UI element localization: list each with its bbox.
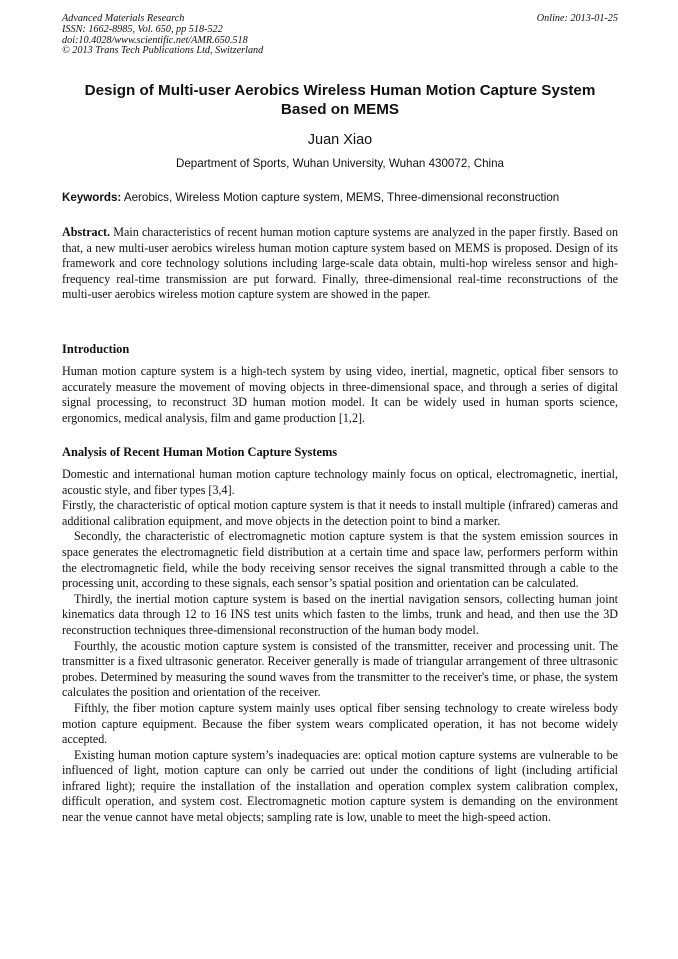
section-heading-introduction: Introduction (62, 342, 130, 356)
paper-title (62, 82, 618, 119)
keywords-label: Keywords: (62, 191, 122, 204)
doi-line: doi:10.4028/www.scientific.net/AMR.650.518 (62, 34, 248, 46)
analysis-paragraph: Secondly, the characteristic of electromagnetic motion capture system is that the system emission sources in space generates the electromagnetic field distribution at a certain time and space law, performers perform within the electromagnetic field, while the body receiving sensor receives the signal transmitted through a cable to the processing unit, according to these signals, each sensor’s spatial position and orientation can be calculated. (62, 529, 618, 591)
journal-name: Advanced Materials Research (62, 13, 185, 24)
analysis-paragraph: Fifthly, the fiber motion capture system mainly uses optical fiber sensing technology to create wireless body motion capture equipment. Because the fiber system wears complicated operation, it has not become widely accepted. (62, 700, 618, 747)
keywords (62, 191, 618, 204)
journal-header (62, 14, 618, 57)
abstract (62, 225, 618, 303)
issn-line: ISSN: 1662-8985, Vol. 650, pp 518-522 (62, 23, 223, 35)
abstract-label: Abstract. (62, 225, 111, 239)
analysis-paragraph: Thirdly, the inertial motion capture system is based on the inertial navigation sensors, collecting human joint kinematics data through 12 to 16 INS test units which fasten to the limbs, trunk and head, and then use the 3D reconstruction techniques three-dimensional reconstruction of the human body model. (62, 591, 618, 637)
author-name: Juan Xiao (307, 132, 373, 148)
author-affiliation: Department of Sports, Wuhan University, Wuhan 430072, China (175, 157, 505, 170)
analysis-paragraph: Firstly, the characteristic of optical motion capture system is that it needs to install multiple (infrared) cameras and additional calibration equipment, and move objects in the detection point to bind a marker. (62, 498, 618, 528)
analysis-section (62, 467, 618, 826)
intro-text: Human motion capture system is a high-tech system by using video, inertial, magnetic, optical fiber sensors to accurately measure the movement of moving objects in three-dimensional space, and through a series of digital signal processing, to reconstruct 3D human motion model. It can be widely used in human sports science, ergonomics, medical analysis, film and game production [1,2]. (62, 364, 618, 425)
abstract-text: Main characteristics of recent human motion capture systems are analyzed in the paper firstly. Based on that, a new multi-user aerobics wireless human motion capture system based on MEMS is proposed. Design of its framework and core technology solutions including large-scale data obtain, multi-hop wireless sensor and high-frequency real-time transmission are put forward. Finally, three-dimensional real-time reconstructions of the multi-user aerobics wireless motion capture system are showed in the paper. (62, 225, 618, 302)
analysis-paragraph: Domestic and international human motion capture technology mainly focus on optical, electromagnetic, inertial, acoustic style, and fiber types [3,4]. (62, 467, 618, 497)
title-line-2: Based on MEMS (280, 100, 400, 118)
online-date: Online: 2013-01-25 (536, 13, 618, 24)
analysis-paragraph: Fourthly, the acoustic motion capture system is consisted of the transmitter, receiver and processing unit. The transmitter is a fixed ultrasonic generator. Receiver generally is made of triangular arrangement of three ultrasonic probes. Determined by measuring the sound waves from the transmitter to the receiver's time, or phase, the system calculates the position and orientation of the receiver. (62, 638, 618, 700)
introduction-paragraph (62, 364, 618, 426)
copyright-line: © 2013 Trans Tech Publications Ltd, Switzerland (62, 45, 264, 57)
section-heading-analysis: Analysis of Recent Human Motion Capture Systems (62, 445, 338, 459)
title-line-1: Design of Multi-user Aerobics Wireless Human Motion Capture System (84, 82, 596, 99)
keywords-text: Aerobics, Wireless Motion capture system, MEMS, Three-dimensional reconstruction (121, 191, 560, 204)
analysis-paragraph: Existing human motion capture system’s inadequacies are: optical motion capture systems are vulnerable to be influenced of light, motion capture can only be carried out under the conditions of light (including artificial infrared light); require the installation of the installation and operation complex system calibration complex, difficult operation, and system cost. Electromagnetic motion capture system is demanding on the environment near the venue cannot have metal objects; sampling rate is low, unable to meet the high-speed action. (62, 747, 618, 825)
